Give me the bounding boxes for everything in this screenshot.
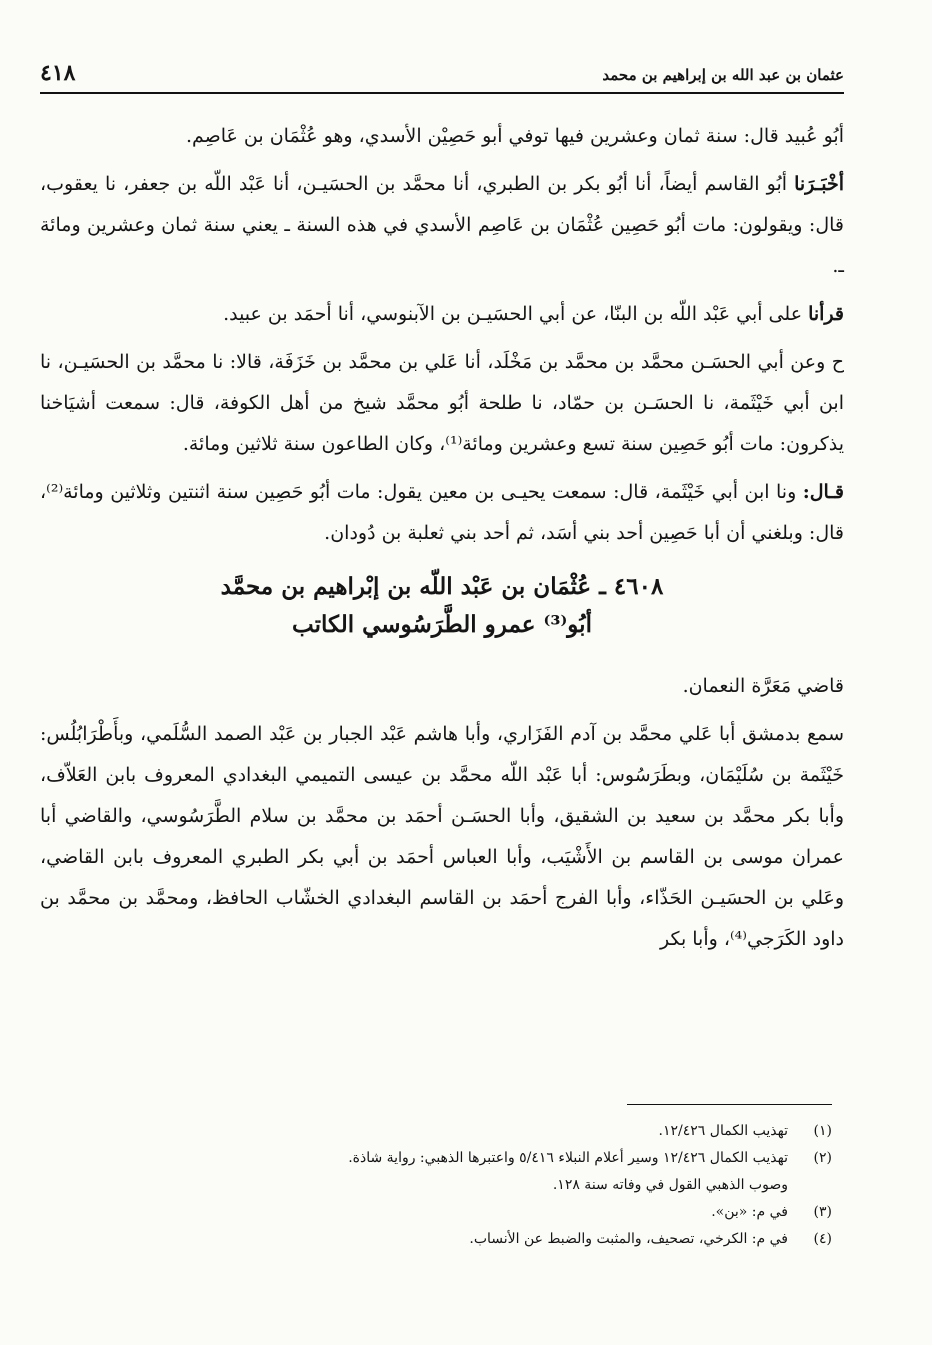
- running-title: عثمان بن عبد الله بن إبراهيم بن محمد: [602, 66, 844, 84]
- footnote-number: (٣): [813, 1204, 832, 1220]
- paragraph-2: [40, 164, 844, 287]
- footnote-text: تهذيب الكمال ١٢/٤٢٦ وسير أعلام النبلاء ٥/٤١٦ واعتبرها الذهبي: رواية شاذة.: [348, 1150, 788, 1166]
- paragraph-2-label: أخْبَـرَنا: [794, 173, 844, 195]
- entry-heading-line-1: ٤٦٠٨ ـ عُثْمَان بن عَبْد اللّه بن إبْراهيم بن محمَّد: [220, 573, 664, 600]
- footnote-text: في م: الكرخي، تصحيف، والمثبت والضبط عن الأنساب.: [469, 1231, 788, 1247]
- footnote-number: (٢): [813, 1150, 832, 1166]
- paragraph-1: أبُو عُبيد قال: سنة ثمان وعشرين فيها توفي أبو حَصِيْن الأسدي، وهو عُثْمَان بن عَاصِم.: [185, 125, 844, 147]
- paragraph-3-label: قرأنا: [808, 303, 844, 325]
- paragraph-7: سمع بدمشق أبا عَلي محمَّد بن آدم الفَزَاري، وأبا هاشم عَبْد الجبار بن عَبْد الصمد السُّلَمي، وبأَطْرَابُلُس: خَيْثَمة بن سُلَيْمَان، وبطَرَسُوس: أبا عَبْد اللّه محمَّد بن عيسى التميمي البغدادي المعروف بابن العَلاّف، وأبا بكر محمَّد بن سعيد بن الشقيق، وأبا الحسَـن أحمَد بن محمَّد بن سلام الطَّرَسُوسي، والقاضي أبا عمران موسى بن القاسم بن الأَشْيَب، وأبا العباس أحمَد بن أبي بكر الطبري المعروف بابن القاضي، وعَلي بن الحسَيـن الحَذّاء، وأبا الفرج أحمَد بن القاسم البغدادي الخشّاب الحافظ، ومحمَّد بن محمَّد بن داود الكَرَجي⁽⁴⁾، وأبا بكر: [40, 723, 844, 950]
- footnote-number: (٤): [813, 1231, 832, 1247]
- paragraph-5-label: قـال:: [802, 481, 844, 503]
- paragraph-3-text: على أبي عَبْد اللّه بن البنّا، عن أبي الحسَيـن بن الآبنوسي، أنا أحمَد بن عبيد.: [223, 303, 809, 325]
- footnote-3: [60, 1199, 832, 1226]
- paragraph-3: [40, 294, 844, 335]
- footnote-text: وصوب الذهبي القول في وفاته سنة ١٢٨.: [552, 1177, 788, 1193]
- paragraph-4: ح وعن أبي الحسَـن محمَّد بن محمَّد بن مَخْلَد، أنا عَلي بن محمَّد بن خَزَفَة، قالا: نا محمَّد بن الحسَيـن، نا ابن أبي خَيْثَمة، نا الحسَـن بن حمّاد، نا طلحة أبُو محمَّد شيخ من أهل الكوفة، قال: سمعت أشيَاخنا يذكرون: مات أبُو حَصِين سنة تسع وعشرين ومائة⁽¹⁾، وكان الطاعون سنة ثلاثين ومائة.: [40, 351, 844, 455]
- footnote-1: [60, 1118, 832, 1145]
- footnote-text: في م: «بن».: [711, 1204, 788, 1220]
- paragraph-2-text: أبُو القاسم أيضاً، أنا أبُو بكر بن الطبري، أنا محمَّد بن الحسَيـن، أنا عَبْد اللّه بن جعفر، نا يعقوب، قال: ويقولون: مات أبُو حَصِين عُثْمَان بن عَاصِم الأسدي في هذه السنة ـ يعني سنة ثمان وعشرين ومائة ـ.: [40, 173, 844, 277]
- footnote-2-continuation: [60, 1172, 832, 1199]
- paragraph-5-text: ونا ابن أبي خَيْثَمة، قال: سمعت يحيـى بن معين يقول: مات أبُو حَصِين سنة اثنتين وثلاثين ومائة⁽²⁾، قال: وبلغني أن أبا حَصِين أحد بني أسَد، ثم أحد بني ثعلبة بن دُودان.: [40, 481, 844, 544]
- page-number: ٤١٨: [40, 60, 76, 86]
- entry-heading-line-2: أبُو⁽³⁾ عمرو الطَّرَسُوسي الكاتب: [292, 611, 592, 638]
- footnote-number: (١): [813, 1123, 832, 1139]
- paragraph-6: قاضي مَعَرَّة النعمان.: [682, 675, 844, 697]
- footnote-text: تهذيب الكمال ١٢/٤٢٦.: [658, 1123, 788, 1139]
- footnotes: [60, 1118, 832, 1253]
- paragraph-5: [40, 472, 844, 554]
- main-text: [40, 116, 844, 967]
- footnote-divider: [627, 1104, 832, 1105]
- entry-heading: [40, 568, 844, 644]
- footnote-2: [60, 1145, 832, 1172]
- footnote-4: [60, 1226, 832, 1253]
- page-header: [40, 48, 844, 94]
